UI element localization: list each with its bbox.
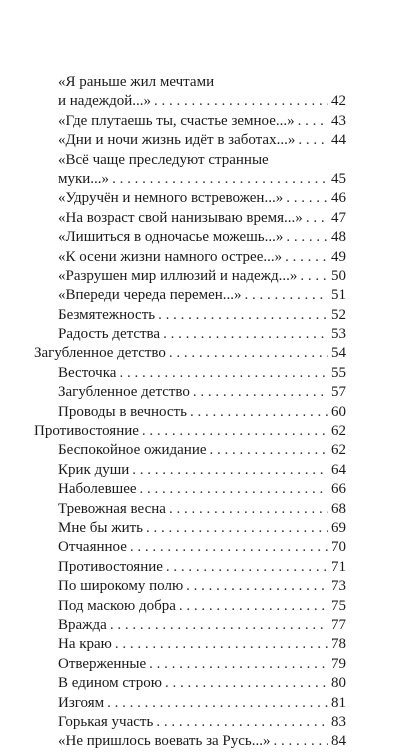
dot-leader (158, 306, 328, 325)
toc-entry (0, 635, 411, 654)
dot-leader (298, 112, 328, 131)
dot-leader (146, 519, 328, 538)
toc-entry-title: муки...» (58, 170, 110, 187)
toc-entry-title: Вражда (58, 616, 107, 633)
dot-leader (169, 344, 328, 363)
dot-leader (169, 500, 328, 519)
toc-entry (0, 189, 411, 208)
toc-item-line (58, 713, 346, 732)
table-of-contents (0, 73, 411, 752)
dot-leader (130, 538, 328, 557)
toc-item-line (58, 267, 346, 286)
toc-page-number: 83 (331, 713, 346, 730)
toc-page-number: 78 (331, 636, 346, 653)
toc-entry (0, 364, 411, 383)
toc-item-line (58, 577, 346, 596)
dot-leader (107, 694, 328, 713)
toc-entry-title: В едином строю (58, 675, 162, 692)
toc-entry (0, 674, 411, 693)
toc-entry-title: и надеждой...» (58, 93, 152, 110)
toc-entry (0, 422, 411, 441)
toc-entry (0, 228, 411, 247)
toc-item-line (58, 131, 346, 150)
toc-entry-title: Крик души (58, 461, 130, 478)
dot-leader (285, 248, 328, 267)
toc-entry-title: По широкому полю (58, 578, 184, 595)
toc-item-line (58, 403, 346, 422)
toc-entry-title: Весточка (58, 364, 117, 381)
toc-entry-title: «Разрушен мир иллюзий и надежд...» (58, 267, 298, 284)
toc-page-number: 53 (331, 326, 346, 343)
toc-entry (0, 170, 411, 189)
toc-entry-title: «Впереди череда перемен...» (58, 287, 242, 304)
toc-item-line (58, 151, 346, 170)
dot-leader (190, 403, 328, 422)
toc-item-line (58, 209, 346, 228)
toc-page-number: 64 (331, 461, 346, 478)
toc-entry-title: Под маскою добра (58, 597, 176, 614)
toc-item-line (58, 674, 346, 693)
dot-leader (163, 325, 328, 344)
toc-item-line (58, 325, 346, 344)
toc-entry-title: «К осени жизни намного острее...» (58, 248, 283, 265)
dot-leader (306, 209, 328, 228)
toc-entry (0, 403, 411, 422)
dot-leader (132, 461, 328, 480)
toc-entry-title: Загубленное детство (58, 384, 190, 401)
toc-entry-title: Отчаянное (58, 539, 127, 556)
toc-entry (0, 112, 411, 131)
toc-entry (0, 325, 411, 344)
toc-entry-title: «Удручён и немного встревожен...» (58, 190, 284, 207)
toc-entry (0, 441, 411, 460)
toc-entry-title: Радость детства (58, 326, 161, 343)
toc-entry-title: «Не пришлось воевать за Русь...» (58, 733, 271, 750)
toc-page-number: 62 (331, 423, 346, 440)
dot-leader (166, 558, 328, 577)
toc-entry-title: Наболевшее (58, 481, 137, 498)
toc-page-number: 43 (331, 112, 346, 129)
toc-item-line (58, 441, 346, 460)
toc-entry-title: «Где плутаешь ты, счастье земное...» (58, 112, 295, 129)
toc-item-line (58, 694, 346, 713)
toc-item-line (58, 364, 346, 383)
toc-item-line (58, 306, 346, 325)
toc-entry (0, 248, 411, 267)
toc-page-number: 81 (331, 694, 346, 711)
toc-entry (0, 500, 411, 519)
toc-entry (0, 480, 411, 499)
dot-leader (210, 441, 328, 460)
toc-page-number: 57 (331, 384, 346, 401)
dot-leader (245, 286, 328, 305)
toc-entry (0, 151, 411, 170)
toc-entry-title: На краю (58, 636, 112, 653)
dot-leader (286, 189, 328, 208)
toc-page-number: 79 (331, 655, 346, 672)
toc-entry-title: Противостояние (58, 558, 163, 575)
toc-entry (0, 267, 411, 286)
dot-leader (112, 170, 328, 189)
toc-page-number: 47 (331, 209, 346, 226)
toc-page-number: 73 (331, 578, 346, 595)
toc-item-line (58, 519, 346, 538)
toc-entry (0, 538, 411, 557)
dot-leader (115, 635, 328, 654)
toc-item-line (58, 732, 346, 751)
dot-leader (154, 92, 328, 111)
toc-page-number: 46 (331, 190, 346, 207)
toc-item-line (58, 461, 346, 480)
dot-leader (149, 655, 328, 674)
toc-item-line (58, 480, 346, 499)
toc-page-number: 60 (331, 403, 346, 420)
dot-leader (274, 732, 329, 751)
toc-item-line (58, 558, 346, 577)
toc-entry (0, 597, 411, 616)
toc-entry (0, 344, 411, 363)
toc-entry (0, 92, 411, 111)
toc-item-line (58, 597, 346, 616)
dot-leader (156, 713, 328, 732)
toc-entry-title: «На возраст свой нанизываю время...» (58, 209, 303, 226)
toc-page-number: 48 (331, 229, 346, 246)
toc-entry-title: Горькая участь (58, 713, 154, 730)
toc-item-line (58, 189, 346, 208)
toc-section-line (34, 344, 346, 363)
toc-item-line (58, 616, 346, 635)
toc-page-number: 54 (331, 345, 346, 362)
toc-entry (0, 306, 411, 325)
toc-entry-title: «Лишиться в одночасье можешь...» (58, 229, 284, 246)
toc-entry (0, 577, 411, 596)
toc-page-number: 68 (331, 500, 346, 517)
toc-entry-title: Изгоям (58, 694, 105, 711)
toc-item-line (58, 92, 346, 111)
toc-entry-title: Отверженные (58, 655, 147, 672)
dot-leader (110, 616, 328, 635)
toc-item-line (58, 538, 346, 557)
toc-page-number: 45 (331, 170, 346, 187)
toc-page-number: 49 (331, 248, 346, 265)
toc-entry (0, 461, 411, 480)
toc-entry (0, 519, 411, 538)
toc-page-number: 50 (331, 267, 346, 284)
toc-page-number: 62 (331, 442, 346, 459)
toc-item-line (58, 383, 346, 402)
dot-leader (140, 480, 328, 499)
toc-entry (0, 286, 411, 305)
dot-leader (286, 228, 328, 247)
toc-entry (0, 713, 411, 732)
dot-leader (142, 422, 328, 441)
toc-item-line (58, 500, 346, 519)
toc-entry (0, 732, 411, 751)
toc-page-number: 66 (331, 481, 346, 498)
toc-item-line (58, 228, 346, 247)
toc-entry-title: Мне бы жить (58, 519, 144, 536)
toc-section-line (34, 422, 346, 441)
toc-page-number: 42 (331, 93, 346, 110)
toc-entry-title: «Я раньше жил мечтами (58, 74, 215, 90)
toc-entry-title: Беспокойное ожидание (58, 442, 207, 459)
toc-entry (0, 616, 411, 635)
dot-leader (300, 267, 328, 286)
toc-entry (0, 383, 411, 402)
toc-page-number: 75 (331, 597, 346, 614)
toc-page-number: 44 (331, 132, 346, 149)
toc-entry-title: Проводы в вечность (58, 403, 187, 420)
toc-page-number: 80 (331, 675, 346, 692)
toc-item-line (58, 112, 346, 131)
toc-page-number: 77 (331, 616, 346, 633)
toc-entry-title: Загубленное детство (34, 345, 166, 362)
toc-item-line (58, 248, 346, 267)
toc-entry (0, 558, 411, 577)
toc-entry-title: «Всё чаще преследуют странные (58, 151, 269, 168)
toc-entry (0, 131, 411, 150)
toc-page-number: 55 (331, 364, 346, 381)
dot-leader (186, 577, 328, 596)
toc-entry (0, 209, 411, 228)
toc-item-line (58, 635, 346, 654)
dot-leader (165, 674, 328, 693)
dot-leader (119, 364, 328, 383)
toc-entry-title: «Дни и ночи жизнь идёт в заботах...» (58, 132, 296, 149)
toc-entry (0, 73, 411, 92)
dot-leader (298, 131, 328, 150)
dot-leader (179, 597, 328, 616)
dot-leader (193, 383, 328, 402)
toc-page-number: 70 (331, 539, 346, 556)
toc-item-line (58, 73, 346, 92)
toc-entry-title: Тревожная весна (58, 500, 166, 517)
toc-page-number: 52 (331, 306, 346, 323)
toc-page-number: 71 (331, 558, 346, 575)
toc-entry-title: Безмятежность (58, 306, 156, 323)
toc-page-number: 69 (331, 519, 346, 536)
toc-entry (0, 694, 411, 713)
toc-entry-title: Противостояние (34, 423, 139, 440)
toc-entry (0, 655, 411, 674)
toc-item-line (58, 655, 346, 674)
toc-page-number: 51 (331, 287, 346, 304)
toc-item-line (58, 170, 346, 189)
toc-page-number: 84 (331, 733, 346, 750)
toc-item-line (58, 286, 346, 305)
